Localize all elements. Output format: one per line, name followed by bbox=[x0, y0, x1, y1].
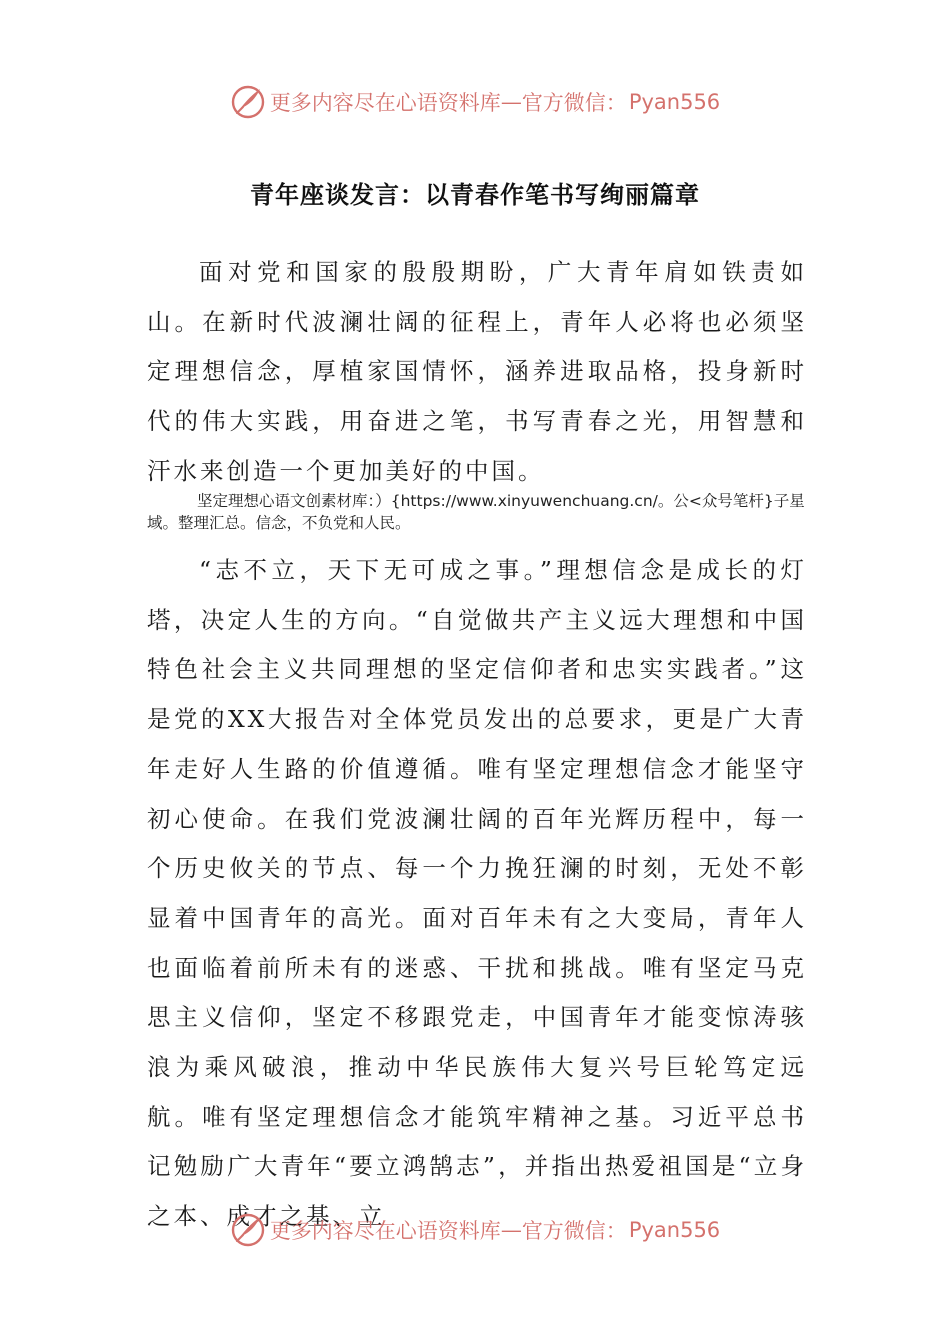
quill-logo-icon bbox=[230, 1212, 266, 1248]
watermark-prefix: 更多内容尽在心语资料库 bbox=[269, 1219, 501, 1243]
watermark-wechat-id: Pyan556 bbox=[628, 1218, 721, 1242]
document-title: 青年座谈发言：以青春作笔书写绚丽篇章 bbox=[250, 181, 700, 209]
source-note: 坚定理想心语文创素材库：）{https://www.xinyuwenchuang.cn/。公<众号笔杆}子星域。整理汇总。信念，不负党和人民。 bbox=[147, 492, 805, 532]
watermark-suffix: 官方微信： bbox=[521, 1219, 627, 1243]
paragraph-2: “志不立，天下无可成之事。”理想信念是成长的灯塔，决定人生的方向。“自觉做共产主义远大理想和中国特色社会主义共同理想的坚定信仰者和忠实实践者。”这是党的XX大报告对全体党员发出的总要求，更是广大青年走好人生路的价值遵循。唯有坚定理想信念才能坚守初心使命。在我们党波澜壮阔的百年光辉历程中，每一个历史攸关的节点、每一个力挽狂澜的时刻，无处不彰显着中国青年的高光。面对百年未有之大变局，青年人也面临着前所未有的迷惑、干扰和挑战。唯有坚定马克思主义信仰，坚定不移跟党走，中国青年才能变惊涛骇浪为乘风破浪，推动中华民族伟大复兴号巨轮笃定远航。唯有坚定理想信念才能筑牢精神之基。习近平总书记勉励广大青年“要立鸿鹄志”，并指出热爱祖国是“立身之本、成才之基、立 bbox=[147, 556, 807, 1231]
footer-watermark bbox=[0, 1210, 950, 1250]
watermark-wechat-id: Pyan556 bbox=[628, 90, 721, 114]
watermark-separator: — bbox=[500, 1218, 522, 1242]
paragraph-1: 面对党和国家的殷殷期盼，广大青年肩如铁责如山。在新时代波澜壮阔的征程上，青年人必将也必须坚定理想信念，厚植家国情怀，涵养进取品格，投身新时代的伟大实践，用奋进之笔，书写青春之光，用智慧和汗水来创造一个更加美好的中国。 bbox=[147, 258, 807, 485]
watermark-suffix: 官方微信： bbox=[521, 91, 627, 115]
quill-logo-icon bbox=[230, 84, 266, 120]
header-watermark bbox=[0, 82, 950, 122]
watermark-prefix: 更多内容尽在心语资料库 bbox=[269, 91, 501, 115]
watermark-separator: — bbox=[500, 90, 522, 114]
